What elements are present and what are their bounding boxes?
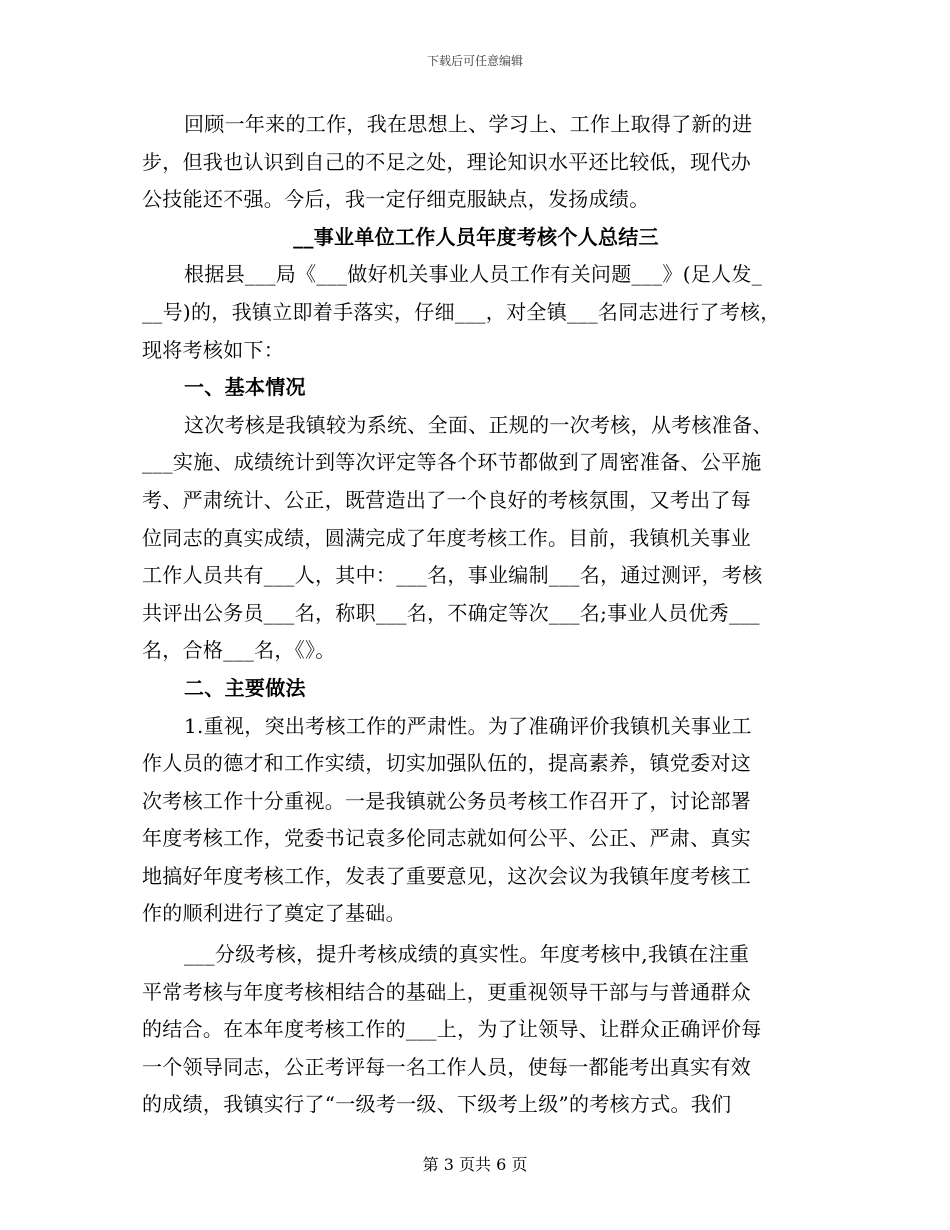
header-note: 下载后可任意编辑 bbox=[426, 54, 523, 68]
text-line: ___分级考核，提升考核成绩的真实性。年度考核中,我镇在注重 bbox=[184, 942, 750, 967]
text-line: 年度考核工作，党委书记袁多伦同志就如何公平、公正、严肃、真实 bbox=[142, 826, 751, 851]
text-line: 次考核工作十分重视。一是我镇就公务员考核工作召开了，讨论部署 bbox=[142, 788, 751, 813]
text-line: 工作人员共有___人，其中：___名，事业编制___名，通过测评，考核 bbox=[142, 563, 763, 588]
text-line: 根据县___局《___做好机关事业人员工作有关问题___》(足人发_ bbox=[184, 262, 763, 287]
document-body bbox=[142, 106, 810, 1124]
section-title: __事业单位工作人员年度考核个人总结三 bbox=[293, 224, 659, 249]
text-line: 步，但我也认识到自己的不足之处，理论知识水平还比较低，现代办 bbox=[142, 149, 751, 174]
text-line: ___实施、成绩统计到等次评定等各个环节都做到了周密准备、公平施 bbox=[142, 450, 762, 475]
text-line: 现将考核如下： bbox=[142, 337, 285, 362]
text-line: 考、严肃统计、公正，既营造出了一个良好的考核氛围，又考出了每 bbox=[142, 487, 751, 512]
text-line: 这次考核是我镇较为系统、全面、正规的一次考核，从考核准备、 bbox=[184, 412, 773, 437]
page-number: 第 3 页共 6 页 bbox=[422, 1155, 528, 1174]
text-line: 位同志的真实成绩，圆满完成了年度考核工作。目前，我镇机关事业 bbox=[142, 525, 751, 550]
text-line: 一个领导同志，公正考评每一名工作人员，使每一都能考出真实有效 bbox=[142, 1054, 751, 1079]
heading-main-methods: 二、主要做法 bbox=[184, 675, 306, 700]
text-line: 作的顺利进行了奠定了基础。 bbox=[142, 901, 406, 926]
text-line: 平常考核与年度考核相结合的基础上，更重视领导干部与与普通群众 bbox=[142, 979, 751, 1004]
text-line: __号)的，我镇立即着手落实，仔细___，对全镇___名同志进行了考核， bbox=[142, 299, 781, 324]
text-line: 回顾一年来的工作，我在思想上、学习上、工作上取得了新的进 bbox=[184, 112, 753, 136]
text-line: 的成绩，我镇实行了“一级考一级、下级考上级”的考核方式。我们 bbox=[142, 1092, 732, 1117]
text-line: 作人员的德才和工作实绩，切实加强队伍的，提高素养，镇党委对这 bbox=[142, 751, 751, 776]
text-line: 公技能还不强。今后，我一定仔细克服缺点，发扬成绩。 bbox=[142, 187, 650, 212]
heading-basic-situation: 一、基本情况 bbox=[184, 375, 306, 400]
text-line: 1.重视，突出考核工作的严肃性。为了准确评价我镇机关事业工 bbox=[184, 713, 752, 738]
text-line: 地搞好年度考核工作，发表了重要意见，这次会议为我镇年度考核工 bbox=[142, 863, 751, 888]
text-line: 的结合。在本年度考核工作的___上，为了让领导、让群众正确评价每 bbox=[142, 1017, 762, 1042]
text-line: 共评出公务员___名，称职___名，不确定等次___名;事业人员优秀___ bbox=[142, 600, 760, 625]
text-line: 名，合格___名，《》。 bbox=[142, 638, 336, 663]
